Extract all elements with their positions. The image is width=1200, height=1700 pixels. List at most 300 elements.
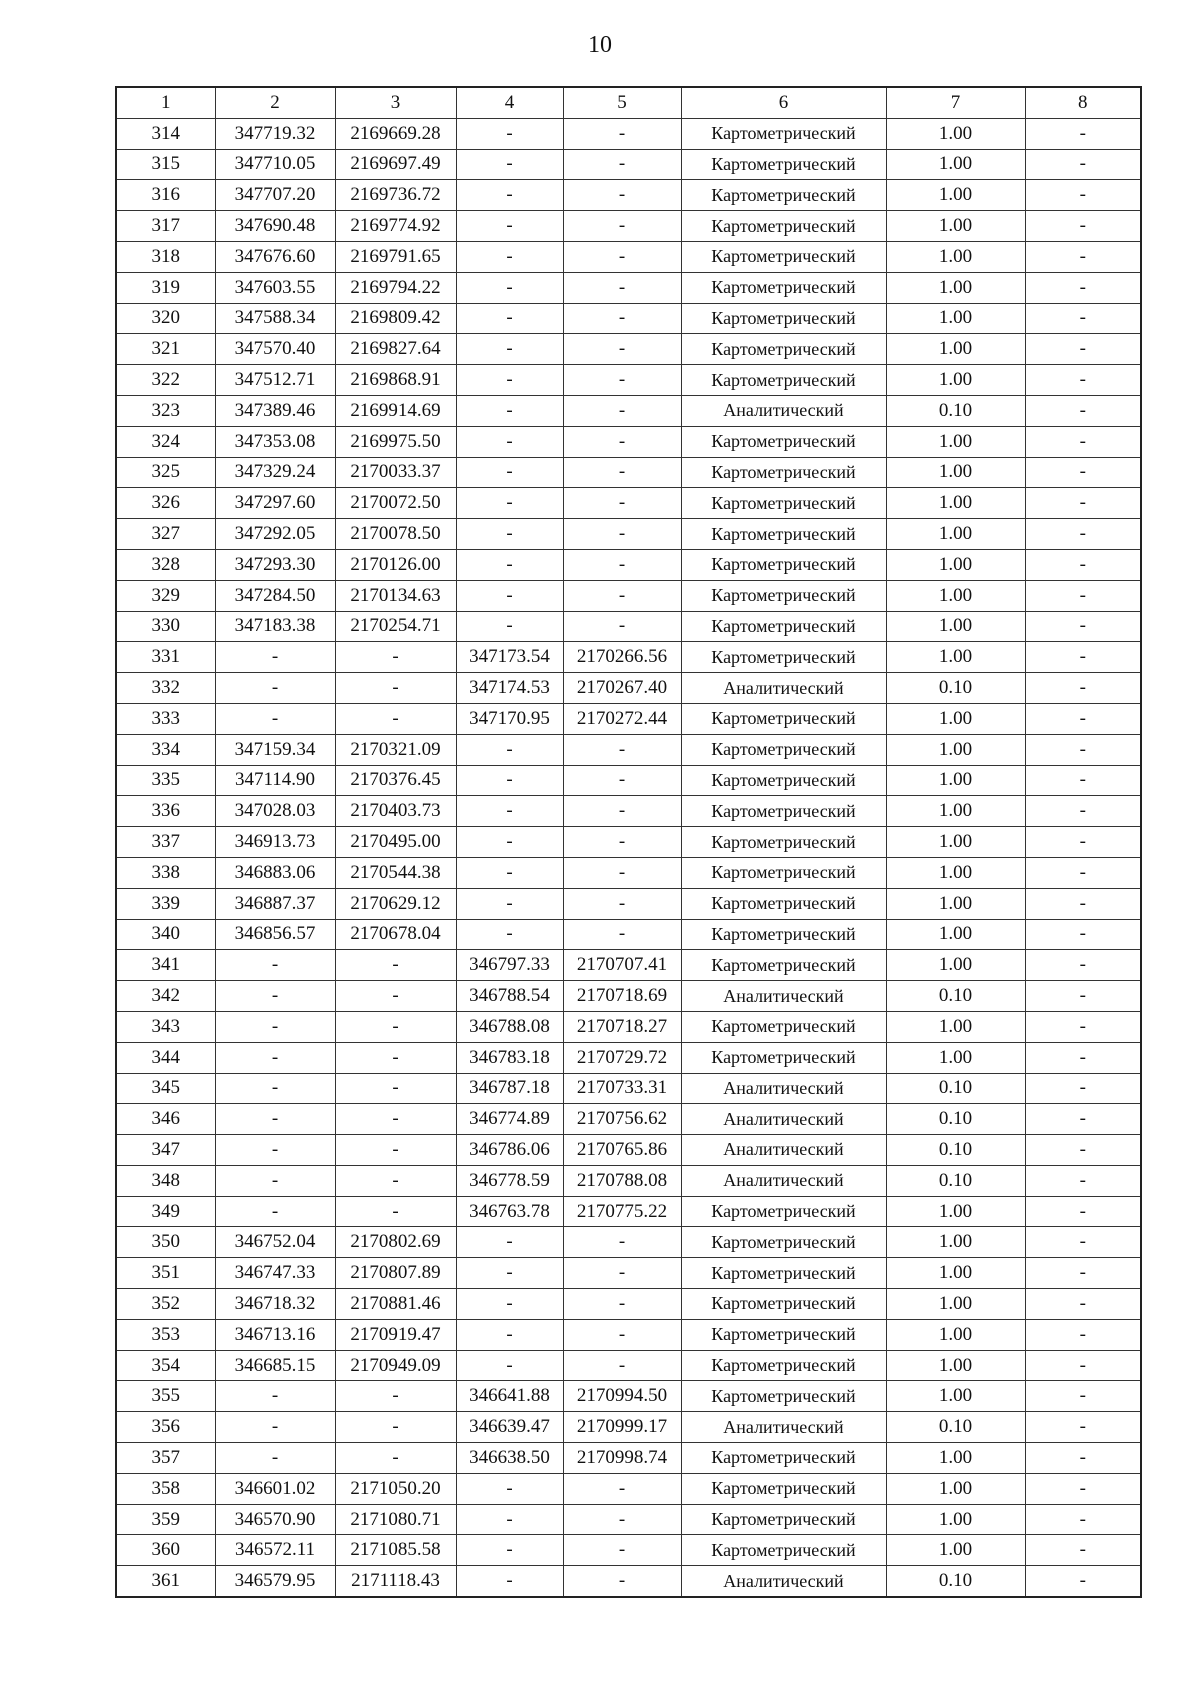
method-cell: Аналитический — [681, 1412, 886, 1443]
note-cell: - — [1025, 734, 1141, 765]
y-new-coordinate-cell: 2170267.40 — [563, 673, 681, 704]
x-coordinate-cell: - — [215, 1412, 335, 1443]
accuracy-cell: 1.00 — [886, 796, 1025, 827]
x-coordinate-cell: - — [215, 642, 335, 673]
method-cell: Картометрический — [681, 950, 886, 981]
accuracy-cell: 1.00 — [886, 734, 1025, 765]
column-header: 5 — [563, 87, 681, 118]
y-coordinate-cell: - — [335, 1196, 456, 1227]
method-cell: Картометрический — [681, 1443, 886, 1474]
y-coordinate-cell: 2169697.49 — [335, 149, 456, 180]
method-cell: Картометрический — [681, 1473, 886, 1504]
table-header — [116, 87, 1141, 118]
y-new-coordinate-cell: - — [563, 888, 681, 919]
table-row — [116, 1165, 1141, 1196]
y-coordinate-cell: 2170072.50 — [335, 488, 456, 519]
method-cell: Картометрический — [681, 827, 886, 858]
y-new-coordinate-cell: - — [563, 796, 681, 827]
table-row — [116, 1443, 1141, 1474]
accuracy-cell: 1.00 — [886, 765, 1025, 796]
point-number-cell: 336 — [116, 796, 215, 827]
x-new-coordinate-cell: - — [456, 303, 563, 334]
x-coordinate-cell: - — [215, 1196, 335, 1227]
accuracy-cell: 0.10 — [886, 981, 1025, 1012]
x-coordinate-cell: 346913.73 — [215, 827, 335, 858]
table-row — [116, 857, 1141, 888]
point-number-cell: 352 — [116, 1289, 215, 1320]
x-new-coordinate-cell: - — [456, 1319, 563, 1350]
method-cell: Картометрический — [681, 703, 886, 734]
table-row — [116, 1535, 1141, 1566]
x-coordinate-cell: 347159.34 — [215, 734, 335, 765]
point-number-cell: 331 — [116, 642, 215, 673]
y-coordinate-cell: 2169774.92 — [335, 211, 456, 242]
note-cell: - — [1025, 211, 1141, 242]
point-number-cell: 338 — [116, 857, 215, 888]
method-cell: Картометрический — [681, 365, 886, 396]
accuracy-cell: 1.00 — [886, 303, 1025, 334]
y-coordinate-cell: 2169669.28 — [335, 118, 456, 149]
y-new-coordinate-cell: - — [563, 611, 681, 642]
x-coordinate-cell: 347512.71 — [215, 365, 335, 396]
table-row — [116, 241, 1141, 272]
table-row — [116, 981, 1141, 1012]
accuracy-cell: 1.00 — [886, 919, 1025, 950]
y-new-coordinate-cell: 2170729.72 — [563, 1042, 681, 1073]
accuracy-cell: 1.00 — [886, 1258, 1025, 1289]
method-cell: Картометрический — [681, 734, 886, 765]
method-cell: Картометрический — [681, 241, 886, 272]
x-new-coordinate-cell: 347170.95 — [456, 703, 563, 734]
note-cell: - — [1025, 1258, 1141, 1289]
table-row — [116, 1319, 1141, 1350]
accuracy-cell: 1.00 — [886, 1473, 1025, 1504]
y-new-coordinate-cell: 2170994.50 — [563, 1381, 681, 1412]
point-number-cell: 320 — [116, 303, 215, 334]
point-number-cell: 358 — [116, 1473, 215, 1504]
y-new-coordinate-cell: 2170266.56 — [563, 642, 681, 673]
x-coordinate-cell: 346856.57 — [215, 919, 335, 950]
x-coordinate-cell: 347114.90 — [215, 765, 335, 796]
y-new-coordinate-cell: - — [563, 395, 681, 426]
note-cell: - — [1025, 334, 1141, 365]
note-cell: - — [1025, 365, 1141, 396]
accuracy-cell: 1.00 — [886, 211, 1025, 242]
method-cell: Картометрический — [681, 1289, 886, 1320]
x-coordinate-cell: 346752.04 — [215, 1227, 335, 1258]
accuracy-cell: 1.00 — [886, 642, 1025, 673]
y-new-coordinate-cell: - — [563, 241, 681, 272]
y-coordinate-cell: 2170134.63 — [335, 580, 456, 611]
x-new-coordinate-cell: - — [456, 734, 563, 765]
accuracy-cell: 1.00 — [886, 519, 1025, 550]
point-number-cell: 341 — [116, 950, 215, 981]
y-coordinate-cell: 2170033.37 — [335, 457, 456, 488]
table-row — [116, 1104, 1141, 1135]
y-coordinate-cell: 2171118.43 — [335, 1566, 456, 1597]
point-number-cell: 339 — [116, 888, 215, 919]
x-coordinate-cell: - — [215, 1135, 335, 1166]
note-cell: - — [1025, 1566, 1141, 1597]
point-number-cell: 318 — [116, 241, 215, 272]
method-cell: Картометрический — [681, 1504, 886, 1535]
point-number-cell: 354 — [116, 1350, 215, 1381]
point-number-cell: 325 — [116, 457, 215, 488]
table-row — [116, 334, 1141, 365]
accuracy-cell: 1.00 — [886, 488, 1025, 519]
x-new-coordinate-cell: 346783.18 — [456, 1042, 563, 1073]
y-new-coordinate-cell: - — [563, 1473, 681, 1504]
y-coordinate-cell: 2170881.46 — [335, 1289, 456, 1320]
accuracy-cell: 1.00 — [886, 1381, 1025, 1412]
y-new-coordinate-cell: - — [563, 426, 681, 457]
x-coordinate-cell: 346601.02 — [215, 1473, 335, 1504]
y-new-coordinate-cell: - — [563, 734, 681, 765]
accuracy-cell: 0.10 — [886, 1165, 1025, 1196]
x-new-coordinate-cell: - — [456, 519, 563, 550]
y-new-coordinate-cell: - — [563, 519, 681, 550]
accuracy-cell: 0.10 — [886, 1104, 1025, 1135]
table-row — [116, 1289, 1141, 1320]
note-cell: - — [1025, 1289, 1141, 1320]
accuracy-cell: 1.00 — [886, 1319, 1025, 1350]
method-cell: Картометрический — [681, 149, 886, 180]
accuracy-cell: 0.10 — [886, 1566, 1025, 1597]
x-new-coordinate-cell: 346774.89 — [456, 1104, 563, 1135]
x-new-coordinate-cell: - — [456, 272, 563, 303]
table-row — [116, 1042, 1141, 1073]
table-row — [116, 950, 1141, 981]
y-new-coordinate-cell: - — [563, 180, 681, 211]
y-new-coordinate-cell: 2170272.44 — [563, 703, 681, 734]
accuracy-cell: 0.10 — [886, 395, 1025, 426]
y-new-coordinate-cell: - — [563, 1566, 681, 1597]
table-row — [116, 549, 1141, 580]
table-row — [116, 395, 1141, 426]
y-coordinate-cell: - — [335, 1073, 456, 1104]
x-new-coordinate-cell: - — [456, 426, 563, 457]
accuracy-cell: 1.00 — [886, 272, 1025, 303]
table-row — [116, 1473, 1141, 1504]
y-coordinate-cell: - — [335, 673, 456, 704]
accuracy-cell: 1.00 — [886, 1196, 1025, 1227]
point-number-cell: 346 — [116, 1104, 215, 1135]
x-coordinate-cell: 347603.55 — [215, 272, 335, 303]
table-row — [116, 919, 1141, 950]
point-number-cell: 343 — [116, 1011, 215, 1042]
y-coordinate-cell: 2169794.22 — [335, 272, 456, 303]
x-coordinate-cell: - — [215, 1381, 335, 1412]
x-new-coordinate-cell: 346641.88 — [456, 1381, 563, 1412]
table-row — [116, 1011, 1141, 1042]
x-coordinate-cell: - — [215, 950, 335, 981]
table-row — [116, 1381, 1141, 1412]
table-row — [116, 211, 1141, 242]
x-new-coordinate-cell: - — [456, 888, 563, 919]
note-cell: - — [1025, 118, 1141, 149]
point-number-cell: 327 — [116, 519, 215, 550]
method-cell: Картометрический — [681, 1258, 886, 1289]
x-coordinate-cell: - — [215, 1443, 335, 1474]
method-cell: Картометрический — [681, 1350, 886, 1381]
y-coordinate-cell: 2169827.64 — [335, 334, 456, 365]
note-cell: - — [1025, 1473, 1141, 1504]
x-new-coordinate-cell: - — [456, 395, 563, 426]
y-new-coordinate-cell: - — [563, 272, 681, 303]
table-row — [116, 1135, 1141, 1166]
x-coordinate-cell: - — [215, 1042, 335, 1073]
method-cell: Картометрический — [681, 457, 886, 488]
column-header: 1 — [116, 87, 215, 118]
y-new-coordinate-cell: - — [563, 303, 681, 334]
y-coordinate-cell: - — [335, 642, 456, 673]
method-cell: Картометрический — [681, 303, 886, 334]
accuracy-cell: 1.00 — [886, 611, 1025, 642]
point-number-cell: 321 — [116, 334, 215, 365]
point-number-cell: 323 — [116, 395, 215, 426]
accuracy-cell: 1.00 — [886, 1042, 1025, 1073]
point-number-cell: 337 — [116, 827, 215, 858]
y-coordinate-cell: 2169868.91 — [335, 365, 456, 396]
x-coordinate-cell: - — [215, 981, 335, 1012]
y-coordinate-cell: - — [335, 1042, 456, 1073]
y-coordinate-cell: 2170678.04 — [335, 919, 456, 950]
x-coordinate-cell: 346887.37 — [215, 888, 335, 919]
table-row — [116, 1350, 1141, 1381]
y-new-coordinate-cell: - — [563, 1227, 681, 1258]
y-coordinate-cell: - — [335, 950, 456, 981]
note-cell: - — [1025, 888, 1141, 919]
x-new-coordinate-cell: 347173.54 — [456, 642, 563, 673]
y-new-coordinate-cell: - — [563, 457, 681, 488]
x-new-coordinate-cell: - — [456, 1258, 563, 1289]
x-coordinate-cell: 347676.60 — [215, 241, 335, 272]
y-coordinate-cell: 2171085.58 — [335, 1535, 456, 1566]
x-coordinate-cell: 347293.30 — [215, 549, 335, 580]
column-header: 8 — [1025, 87, 1141, 118]
x-new-coordinate-cell: - — [456, 1504, 563, 1535]
method-cell: Картометрический — [681, 580, 886, 611]
accuracy-cell: 1.00 — [886, 1289, 1025, 1320]
method-cell: Картометрический — [681, 642, 886, 673]
table-row — [116, 180, 1141, 211]
table-row — [116, 827, 1141, 858]
y-coordinate-cell: 2170078.50 — [335, 519, 456, 550]
point-number-cell: 356 — [116, 1412, 215, 1443]
note-cell: - — [1025, 519, 1141, 550]
table-row — [116, 734, 1141, 765]
x-coordinate-cell: 347297.60 — [215, 488, 335, 519]
y-new-coordinate-cell: - — [563, 1504, 681, 1535]
note-cell: - — [1025, 303, 1141, 334]
x-new-coordinate-cell: - — [456, 611, 563, 642]
note-cell: - — [1025, 673, 1141, 704]
note-cell: - — [1025, 1042, 1141, 1073]
x-new-coordinate-cell: - — [456, 488, 563, 519]
table-row — [116, 519, 1141, 550]
method-cell: Картометрический — [681, 549, 886, 580]
table-row — [116, 888, 1141, 919]
table-row — [116, 796, 1141, 827]
x-new-coordinate-cell: - — [456, 827, 563, 858]
y-coordinate-cell: - — [335, 1011, 456, 1042]
column-header: 6 — [681, 87, 886, 118]
x-coordinate-cell: 346747.33 — [215, 1258, 335, 1289]
point-number-cell: 319 — [116, 272, 215, 303]
y-coordinate-cell: 2170544.38 — [335, 857, 456, 888]
header-row — [116, 87, 1141, 118]
y-coordinate-cell: 2170321.09 — [335, 734, 456, 765]
table-row — [116, 303, 1141, 334]
x-coordinate-cell: 347389.46 — [215, 395, 335, 426]
y-coordinate-cell: - — [335, 1104, 456, 1135]
x-new-coordinate-cell: 346797.33 — [456, 950, 563, 981]
point-number-cell: 355 — [116, 1381, 215, 1412]
y-new-coordinate-cell: 2170999.17 — [563, 1412, 681, 1443]
y-coordinate-cell: 2171050.20 — [335, 1473, 456, 1504]
x-coordinate-cell: 347707.20 — [215, 180, 335, 211]
note-cell: - — [1025, 1135, 1141, 1166]
y-new-coordinate-cell: - — [563, 149, 681, 180]
accuracy-cell: 1.00 — [886, 149, 1025, 180]
x-new-coordinate-cell: 346639.47 — [456, 1412, 563, 1443]
point-number-cell: 351 — [116, 1258, 215, 1289]
accuracy-cell: 1.00 — [886, 827, 1025, 858]
y-new-coordinate-cell: - — [563, 1350, 681, 1381]
y-coordinate-cell: - — [335, 981, 456, 1012]
note-cell: - — [1025, 180, 1141, 211]
method-cell: Аналитический — [681, 1135, 886, 1166]
x-new-coordinate-cell: 346638.50 — [456, 1443, 563, 1474]
x-coordinate-cell: 347719.32 — [215, 118, 335, 149]
table-body — [116, 118, 1141, 1597]
x-coordinate-cell: 347570.40 — [215, 334, 335, 365]
point-number-cell: 357 — [116, 1443, 215, 1474]
y-coordinate-cell: 2169809.42 — [335, 303, 456, 334]
note-cell: - — [1025, 1227, 1141, 1258]
y-new-coordinate-cell: - — [563, 857, 681, 888]
point-number-cell: 324 — [116, 426, 215, 457]
table-row — [116, 642, 1141, 673]
x-new-coordinate-cell: - — [456, 180, 563, 211]
x-new-coordinate-cell: - — [456, 241, 563, 272]
point-number-cell: 314 — [116, 118, 215, 149]
point-number-cell: 316 — [116, 180, 215, 211]
x-coordinate-cell: 347588.34 — [215, 303, 335, 334]
y-new-coordinate-cell: 2170765.86 — [563, 1135, 681, 1166]
x-new-coordinate-cell: 347174.53 — [456, 673, 563, 704]
x-new-coordinate-cell: - — [456, 765, 563, 796]
note-cell: - — [1025, 796, 1141, 827]
note-cell: - — [1025, 272, 1141, 303]
note-cell: - — [1025, 241, 1141, 272]
page-number: 10 — [588, 32, 612, 58]
method-cell: Картометрический — [681, 426, 886, 457]
y-coordinate-cell: - — [335, 703, 456, 734]
accuracy-cell: 1.00 — [886, 1504, 1025, 1535]
method-cell: Аналитический — [681, 673, 886, 704]
table-row — [116, 1412, 1141, 1443]
method-cell: Картометрический — [681, 796, 886, 827]
method-cell: Картометрический — [681, 272, 886, 303]
x-coordinate-cell: - — [215, 1073, 335, 1104]
accuracy-cell: 0.10 — [886, 673, 1025, 704]
accuracy-cell: 1.00 — [886, 950, 1025, 981]
note-cell: - — [1025, 1011, 1141, 1042]
y-coordinate-cell: 2170949.09 — [335, 1350, 456, 1381]
y-new-coordinate-cell: - — [563, 919, 681, 950]
table-row — [116, 580, 1141, 611]
note-cell: - — [1025, 1504, 1141, 1535]
accuracy-cell: 1.00 — [886, 857, 1025, 888]
point-number-cell: 326 — [116, 488, 215, 519]
point-number-cell: 317 — [116, 211, 215, 242]
accuracy-cell: 1.00 — [886, 703, 1025, 734]
method-cell: Аналитический — [681, 981, 886, 1012]
point-number-cell: 328 — [116, 549, 215, 580]
point-number-cell: 315 — [116, 149, 215, 180]
accuracy-cell: 1.00 — [886, 888, 1025, 919]
table-row — [116, 765, 1141, 796]
x-coordinate-cell: 346570.90 — [215, 1504, 335, 1535]
x-coordinate-cell: - — [215, 1104, 335, 1135]
method-cell: Аналитический — [681, 395, 886, 426]
note-cell: - — [1025, 1381, 1141, 1412]
note-cell: - — [1025, 580, 1141, 611]
y-coordinate-cell: 2170254.71 — [335, 611, 456, 642]
y-coordinate-cell: - — [335, 1165, 456, 1196]
method-cell: Картометрический — [681, 211, 886, 242]
note-cell: - — [1025, 765, 1141, 796]
x-new-coordinate-cell: - — [456, 1535, 563, 1566]
x-new-coordinate-cell: - — [456, 1350, 563, 1381]
x-new-coordinate-cell: - — [456, 118, 563, 149]
method-cell: Картометрический — [681, 1319, 886, 1350]
column-header: 2 — [215, 87, 335, 118]
y-new-coordinate-cell: 2170788.08 — [563, 1165, 681, 1196]
y-new-coordinate-cell: - — [563, 118, 681, 149]
accuracy-cell: 1.00 — [886, 241, 1025, 272]
table-row — [116, 1566, 1141, 1597]
note-cell: - — [1025, 457, 1141, 488]
x-new-coordinate-cell: - — [456, 1289, 563, 1320]
method-cell: Аналитический — [681, 1073, 886, 1104]
table-row — [116, 272, 1141, 303]
point-number-cell: 333 — [116, 703, 215, 734]
point-number-cell: 360 — [116, 1535, 215, 1566]
coordinates-table — [115, 86, 1142, 1598]
point-number-cell: 330 — [116, 611, 215, 642]
x-new-coordinate-cell: 346788.54 — [456, 981, 563, 1012]
y-new-coordinate-cell: 2170718.27 — [563, 1011, 681, 1042]
y-coordinate-cell: 2170629.12 — [335, 888, 456, 919]
x-coordinate-cell: 347690.48 — [215, 211, 335, 242]
point-number-cell: 332 — [116, 673, 215, 704]
y-coordinate-cell: - — [335, 1412, 456, 1443]
point-number-cell: 329 — [116, 580, 215, 611]
column-header: 7 — [886, 87, 1025, 118]
note-cell: - — [1025, 827, 1141, 858]
x-coordinate-cell: 346572.11 — [215, 1535, 335, 1566]
table-row — [116, 1258, 1141, 1289]
y-coordinate-cell: - — [335, 1443, 456, 1474]
x-coordinate-cell: 346579.95 — [215, 1566, 335, 1597]
note-cell: - — [1025, 919, 1141, 950]
accuracy-cell: 1.00 — [886, 549, 1025, 580]
x-coordinate-cell: 346883.06 — [215, 857, 335, 888]
note-cell: - — [1025, 488, 1141, 519]
point-number-cell: 348 — [116, 1165, 215, 1196]
